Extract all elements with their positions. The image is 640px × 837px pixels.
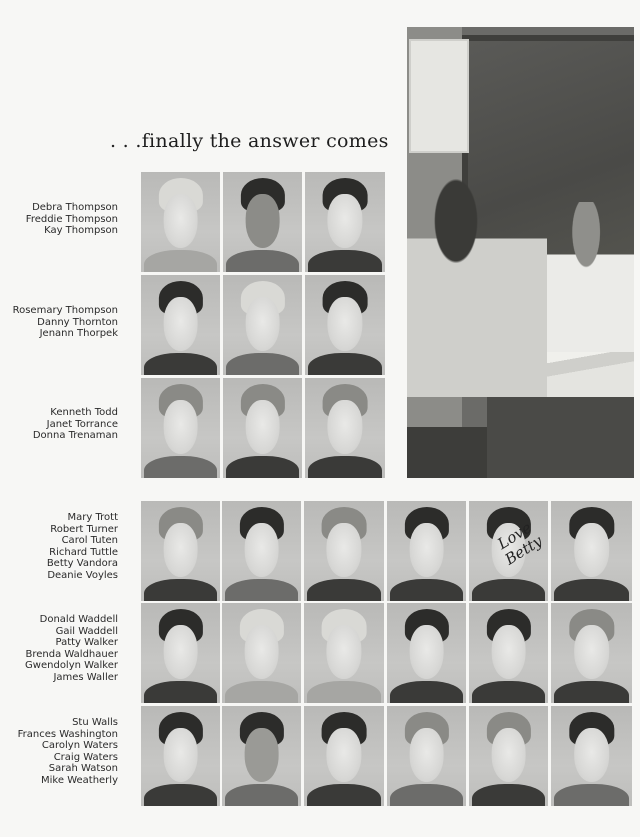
portrait-photo [304, 706, 384, 806]
portrait-photo [305, 378, 385, 478]
portrait-photo [222, 501, 301, 601]
student-name: Donald Waddell [39, 614, 118, 625]
student-name: Janet Torrance [46, 418, 118, 430]
student-name: Deanie Voyles [47, 569, 118, 581]
handwritten-autograph: Love Betty [494, 518, 546, 569]
student-name: Frances Washington [17, 728, 118, 740]
name-list-group-2 [13, 305, 118, 340]
student-name: Rosemary Thompson [12, 305, 118, 316]
name-list-group-5 [25, 614, 118, 684]
portrait-photo [305, 172, 385, 272]
portrait-photo [469, 706, 548, 806]
student-name: Patty Walker [55, 637, 118, 649]
student-name: Stu Walls [72, 717, 118, 728]
student-name: Mary Trott [67, 512, 118, 523]
student-name: Mike Weatherly [41, 774, 118, 786]
portrait-photo [141, 378, 220, 478]
portrait-photo [305, 275, 385, 375]
student-name: Brenda Waldhauer [25, 648, 118, 660]
portrait-photo [469, 501, 548, 601]
portrait-photo [223, 275, 302, 375]
student-name: Gwendolyn Walker [25, 660, 118, 672]
portrait-photo [304, 603, 384, 703]
student-figure [407, 177, 547, 397]
student-name: Sarah Watson [48, 763, 118, 775]
name-list-group-3 [33, 407, 118, 442]
student-name: Donna Trenaman [32, 430, 118, 442]
student-name: Betty Vandora [46, 558, 118, 570]
portrait-photo [469, 603, 548, 703]
student-name: Robert Turner [50, 523, 118, 535]
student-name: Richard Tuttle [49, 546, 118, 558]
portrait-photo [551, 706, 632, 806]
portrait-photo [387, 603, 466, 703]
wall-map [409, 39, 469, 153]
student-name: James Waller [53, 671, 118, 683]
name-list-group-4 [47, 512, 118, 582]
student-name: Gail Waddell [55, 625, 118, 637]
portrait-photo [141, 172, 220, 272]
portrait-photo [222, 603, 301, 703]
student-name: Freddie Thompson [25, 213, 118, 225]
portrait-photo [141, 501, 220, 601]
portrait-photo [141, 706, 220, 806]
portrait-photo [551, 603, 632, 703]
portrait-photo [223, 172, 302, 272]
portrait-photo [223, 378, 302, 478]
portrait-photo [387, 501, 466, 601]
student-name: Debra Thompson [32, 202, 118, 213]
portrait-photo [141, 275, 220, 375]
student-name: Danny Thornton [37, 316, 118, 328]
student-name: Kenneth Todd [50, 407, 118, 418]
portrait-photo [141, 603, 220, 703]
student-name: Craig Waters [53, 751, 118, 763]
name-list-group-6 [18, 717, 118, 787]
portrait-photo [222, 706, 301, 806]
name-list-group-1 [26, 202, 118, 237]
portrait-photo [304, 501, 384, 601]
portrait-photo [387, 706, 466, 806]
student-name: Carol Tuten [61, 535, 118, 547]
student-figure [547, 202, 634, 352]
page-title: . . .finally the answer comes [110, 130, 389, 152]
student-name: Carolyn Waters [41, 740, 118, 752]
student-name: Jenann Thorpek [39, 328, 118, 340]
portrait-photo [551, 501, 632, 601]
classroom-photo [407, 27, 634, 478]
student-name: Kay Thompson [44, 225, 118, 237]
